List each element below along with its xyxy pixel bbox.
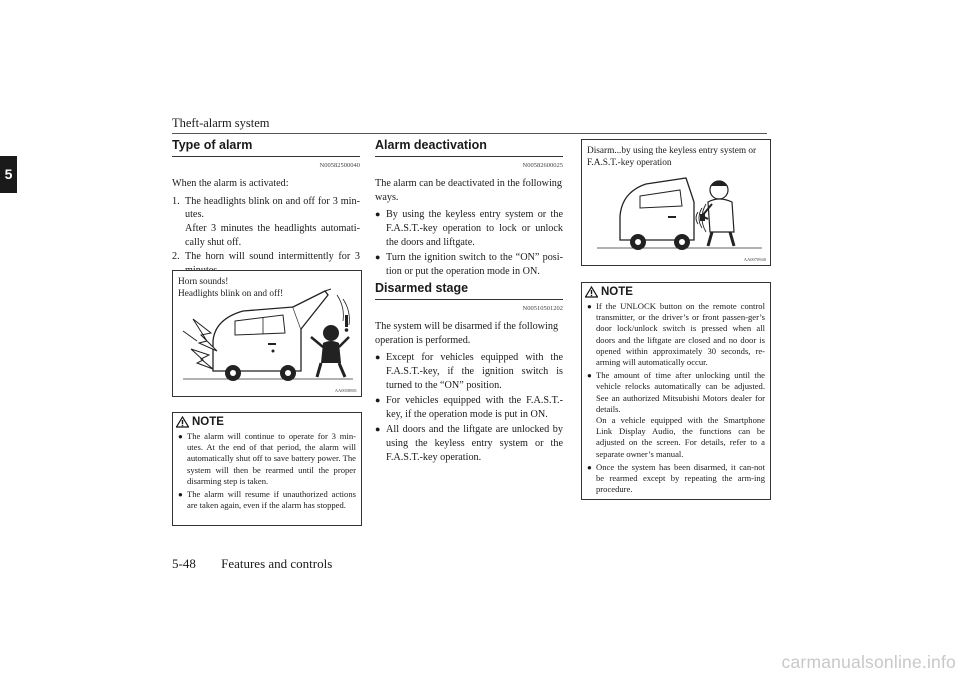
list-item: ● Except for vehicles equipped with the F.A.S.T.-key, if the ignition switch is turned to the “ON” position. xyxy=(375,351,563,392)
page-header-title: Theft-alarm system xyxy=(172,116,270,130)
list-item: ● By using the keyless entry system or the F.A.S.T.-key operation to lock or unlock the doors and liftgate. xyxy=(375,208,563,249)
intro-text: The alarm can be deactivated in the following ways. xyxy=(375,178,562,203)
warning-triangle-icon xyxy=(585,286,598,298)
intro-text: When the alarm is activated: xyxy=(172,178,289,190)
list-item: ● All doors and the liftgate are unlocked by using the keyless entry system or the F.A.S.T.-key operation. xyxy=(375,423,563,464)
list-item: ● If the UNLOCK button on the remote control transmitter, or the driver’s or front passen-ger’s door lock/unlock switch is pressed when all doors and the liftgate are closed and no door is opened within approximately 30 seconds, re-arming will automatically occur. xyxy=(587,301,765,368)
section-code: N00582500040 xyxy=(319,161,360,169)
note-list xyxy=(173,429,361,517)
figure-caption: Disarm...by using the keyless entry system or F.A.S.T.-key operation xyxy=(587,146,757,168)
step-text: The headlights blink on and off for 3 min-utes. After 3 minutes the headlights automati-cally shut off. xyxy=(185,195,360,248)
caption-line: Headlights blink on and off! xyxy=(178,289,284,299)
caption-line: Horn sounds! xyxy=(178,277,229,287)
section-title-alarm-deactivation: Alarm deactivation xyxy=(375,139,563,157)
chapter-tab: 5 xyxy=(0,156,17,193)
note-list xyxy=(582,299,770,501)
section-title-type-of-alarm: Type of alarm xyxy=(172,139,360,157)
note-box-alarm xyxy=(172,412,362,526)
column-alarm-deactivation xyxy=(375,139,563,280)
intro-text: The system will be disarmed if the following operation is performed. xyxy=(375,321,559,346)
step-number: 2. xyxy=(172,251,180,263)
column-disarmed-stage xyxy=(375,282,563,466)
section-title-disarmed-stage: Disarmed stage xyxy=(375,282,563,300)
footer-section: Features and controls xyxy=(221,556,333,571)
list-item: ● The alarm will continue to operate for 3 min-utes. At the end of that period, the alarm will automatically shut off to save battery power. The system will then be rearmed until the proper disarming step is taken. xyxy=(178,431,356,487)
list-item: ● The alarm will resume if unauthorized actions are taken again, even if the alarm has stopped. xyxy=(178,489,356,511)
list-item: ● The amount of time after unlocking until the vehicle relocks automatically can be adjusted. See an authorized Mitsubishi Motors dealer for details. On a vehicle equipped with the Smartphone Link Display Audio, the functions can be adjusted on the screen. For details, refer to a separate owner’s manual. xyxy=(587,370,765,460)
header-rule xyxy=(172,133,767,134)
list-item xyxy=(172,195,360,249)
figure-disarm-keyless xyxy=(581,139,771,266)
page-footer xyxy=(172,556,332,572)
warning-triangle-icon xyxy=(176,416,189,428)
figure-code: AA0058881 xyxy=(334,388,357,393)
column-type-of-alarm xyxy=(172,139,360,278)
alarm-steps-list xyxy=(172,195,360,278)
disarm-conditions-list xyxy=(375,351,563,464)
list-item: ● For vehicles equipped with the F.A.S.T.-key, if the operation mode is put in ON. xyxy=(375,394,563,421)
note-header xyxy=(173,413,361,429)
step-text: The horn will sound intermittently for 3 xyxy=(185,251,360,263)
section-code: N00582600025 xyxy=(522,161,563,169)
figure-code: AA0070940 xyxy=(743,257,766,262)
page-number: 5-48 xyxy=(172,556,196,571)
section-code: N00510501202 xyxy=(522,304,563,312)
car-alarm-illustration xyxy=(173,271,361,396)
note-label: NOTE xyxy=(192,416,224,428)
note-box-disarm xyxy=(581,282,771,500)
keyless-disarm-illustration xyxy=(582,140,770,265)
figure-horn-sounds xyxy=(172,270,362,397)
list-item: ● Once the system has been disarmed, it can-not be rearmed except by repeating the arm-ing procedure. xyxy=(587,462,765,496)
list-item: ● Turn the ignition switch to the “ON” posi-tion or put the operation mode in ON. xyxy=(375,251,563,278)
deactivation-list xyxy=(375,208,563,278)
note-header xyxy=(582,283,770,299)
step-number: 1. xyxy=(172,195,180,207)
site-watermark: carmanualsonline.info xyxy=(781,652,956,672)
note-label: NOTE xyxy=(601,286,633,298)
